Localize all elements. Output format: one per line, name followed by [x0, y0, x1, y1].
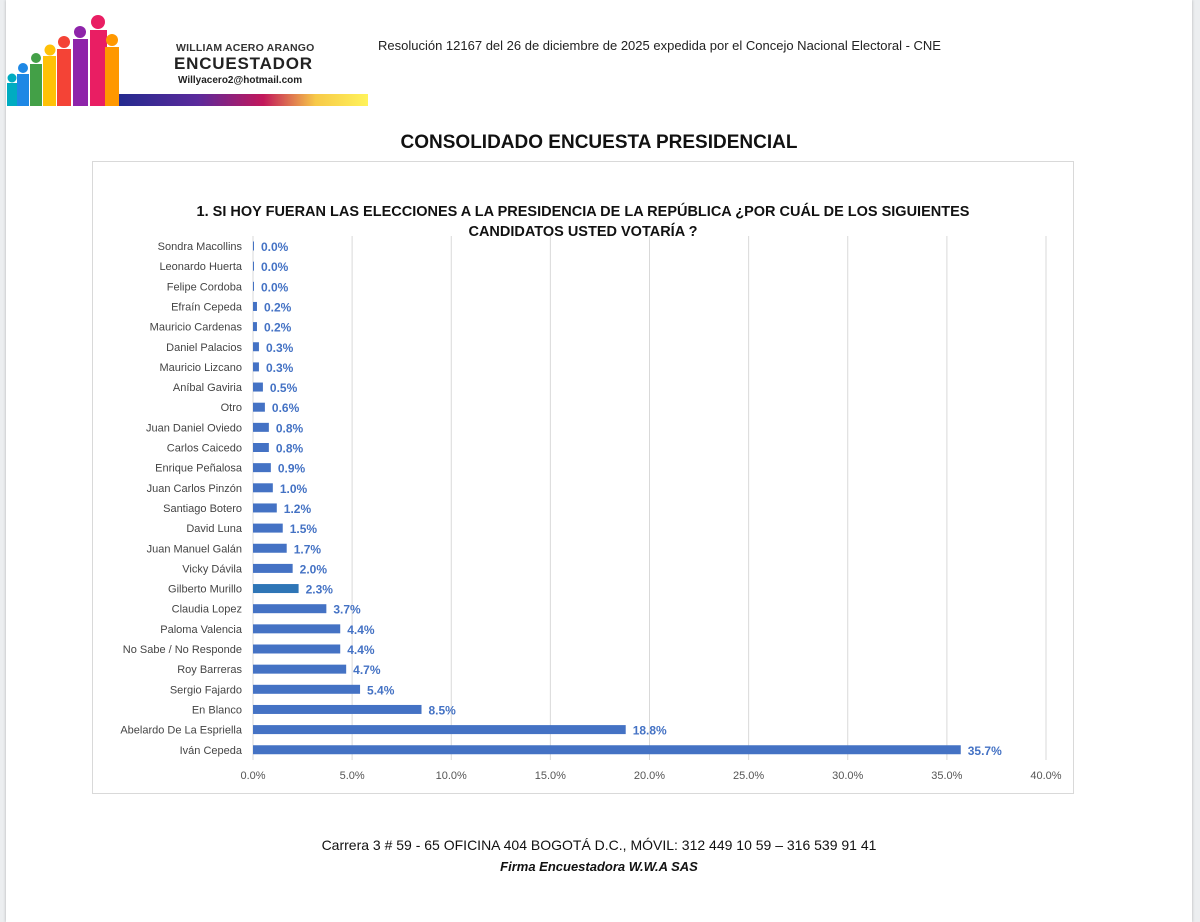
bar [253, 564, 293, 573]
x-tick-label: 0.0% [240, 770, 266, 782]
bar [253, 604, 326, 613]
category-label: Santiago Botero [163, 502, 242, 515]
logo-name: WILLIAM ACERO ARANGO [176, 42, 315, 54]
category-label: Aníbal Gaviria [172, 382, 242, 395]
data-label: 1.0% [279, 481, 308, 496]
bar-chart [93, 162, 1073, 793]
company-logo [6, 14, 368, 106]
category-label: Juan Carlos Pinzón [146, 482, 242, 495]
chart-title-line1: 1. SI HOY FUERAN LAS ELECCIONES A LA PRESIDENCIA DE LA REPÚBLICA ¿POR CUÁL DE LOS SIGUIENTES [196, 204, 970, 220]
x-tick-label: 10.0% [435, 770, 467, 782]
category-label: Paloma Valencia [160, 623, 242, 636]
data-label: 2.3% [305, 582, 333, 597]
category-label: Mauricio Cardenas [149, 321, 242, 334]
data-label: 0.0% [261, 240, 289, 254]
x-tick-label: 40.0% [1030, 770, 1062, 782]
bar [253, 624, 340, 633]
resolution-text: Resolución 12167 del 26 de diciembre de 2025 expedida por el Concejo Nacional Electoral - CNE [378, 38, 941, 53]
bar [253, 685, 360, 694]
data-label: 4.4% [347, 622, 375, 637]
x-tick-label: 20.0% [633, 770, 666, 782]
data-label: 1.2% [283, 501, 312, 516]
category-label: Sondra Macollins [157, 241, 242, 253]
bar [253, 242, 254, 251]
category-label: Efraín Cepeda [171, 301, 242, 314]
bar [253, 483, 273, 492]
chart-title-line2: CANDIDATOS USTED VOTARÍA ? [468, 224, 698, 240]
data-label: 1.5% [289, 522, 318, 537]
data-label: 0.3% [265, 360, 294, 375]
x-tick-label: 35.0% [931, 770, 963, 782]
category-label: Claudia Lopez [171, 603, 242, 616]
category-label: Daniel Palacios [166, 341, 242, 354]
data-label: 3.7% [333, 602, 361, 617]
category-label: Iván Cepeda [179, 744, 242, 757]
data-label: 0.2% [263, 320, 292, 335]
bar [253, 302, 257, 311]
data-label: 1.7% [293, 542, 322, 557]
bar [253, 443, 269, 452]
category-label: Abelardo De La Espriella [120, 724, 242, 737]
category-label: David Luna [186, 523, 242, 536]
bar [253, 282, 254, 291]
bar [253, 584, 299, 593]
bar [253, 262, 254, 271]
data-label: 4.4% [347, 643, 375, 657]
bar [253, 342, 259, 351]
x-tick-label: 5.0% [339, 770, 365, 782]
category-label: Mauricio Lizcano [159, 361, 242, 374]
category-label: Leonardo Huerta [159, 261, 242, 274]
bar [253, 463, 271, 472]
category-label: No Sabe / No Responde [122, 644, 242, 656]
data-label: 0.2% [263, 300, 292, 315]
data-label: 0.5% [269, 381, 298, 396]
category-label: Felipe Cordoba [166, 281, 242, 294]
data-label: 0.6% [271, 401, 300, 416]
data-label: 0.3% [265, 340, 294, 355]
category-label: En Blanco [191, 704, 242, 717]
bar [253, 423, 269, 432]
category-label: Carlos Caicedo [166, 442, 242, 455]
category-label: Vicky Dávila [182, 563, 242, 576]
document-page [6, 0, 1192, 922]
x-tick-label: 30.0% [832, 770, 864, 782]
category-label: Gilberto Murillo [168, 583, 242, 596]
bar [253, 403, 265, 412]
category-label: Sergio Fajardo [169, 684, 242, 697]
bar [253, 383, 263, 392]
category-label: Juan Daniel Oviedo [145, 422, 242, 435]
data-label: 8.5% [428, 703, 456, 718]
bar [253, 362, 259, 371]
logo-email: Willyacero2@hotmail.com [178, 75, 303, 86]
bar [253, 322, 257, 331]
data-label: 0.8% [275, 441, 304, 456]
logo-role: ENCUESTADOR [174, 54, 313, 73]
bar [253, 503, 277, 512]
chart-container [92, 161, 1074, 794]
data-label: 18.8% [632, 723, 667, 738]
bar [253, 665, 346, 674]
bar [253, 544, 287, 553]
bar [253, 745, 961, 754]
bar [253, 725, 626, 734]
bar [253, 524, 283, 533]
footer-firm: Firma Encuestadora W.W.A SAS [500, 859, 698, 874]
data-label: 0.0% [261, 260, 289, 275]
category-label: Otro [220, 402, 242, 415]
x-tick-label: 25.0% [733, 770, 765, 782]
footer-address: Carrera 3 # 59 - 65 OFICINA 404 BOGOTÁ D.C., MÓVIL: 312 449 10 59 – 316 539 91 41 [321, 837, 877, 853]
category-label: Roy Barreras [177, 664, 242, 677]
data-label: 2.0% [299, 562, 328, 577]
document-title: CONSOLIDADO ENCUESTA PRESIDENCIAL [400, 132, 798, 153]
data-label: 5.4% [367, 683, 395, 698]
data-label: 0.9% [277, 461, 306, 476]
category-label: Enrique Peñalosa [155, 462, 242, 475]
bar [253, 645, 340, 654]
data-label: 0.0% [261, 280, 289, 295]
data-label: 0.8% [275, 421, 304, 436]
x-tick-label: 15.0% [534, 770, 566, 782]
data-label: 4.7% [353, 663, 381, 678]
category-label: Juan Manuel Galán [146, 543, 242, 556]
data-label: 35.7% [967, 743, 1002, 758]
bar [253, 705, 422, 714]
